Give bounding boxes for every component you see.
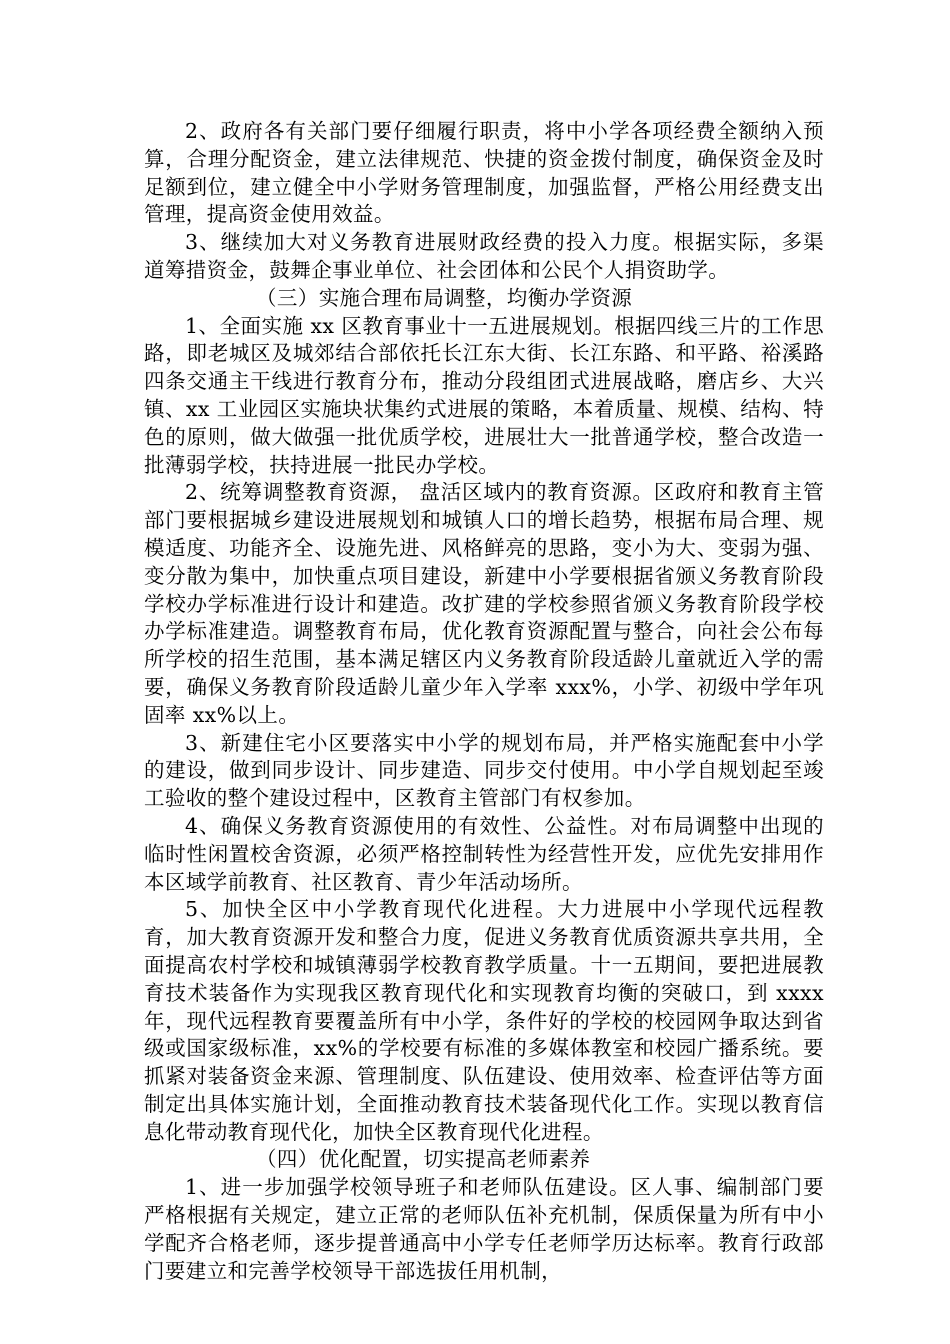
paragraph-3-investment: 3、继续加大对义务教育进展财政经费的投入力度。根据实际，多渠道筹措资金，鼓舞企事业单位、社会团体和公民个人捐资助学。 — [144, 230, 824, 282]
document-page — [144, 118, 824, 1285]
paragraph-4-effectiveness: 4、确保义务教育资源使用的有效性、公益性。对布局调整中出现的临时性闲置校舍资源，必须严格控制转性为经营性开发，应优先安排用作本区域学前教育、社区教育、青少年活动场所。 — [144, 813, 824, 894]
paragraph-2-resources: 2、统筹调整教育资源， 盘活区域内的教育资源。区政府和教育主管部门要根据城乡建设进展规划和城镇人口的增长趋势，根据布局合理、规模适度、功能齐全、设施先进、风格鲜亮的思路，变小为大、变弱为强、变分散为集中，加快重点项目建设，新建中小学要根据省颁义务教育阶段学校办学标准进行设计和建造。改扩建的学校参照省颁义务教育阶段学校办学标准建造。调整教育布局，优化教育资源配置与整合，向社会公布每所学校的招生范围，基本满足辖区内义务教育阶段适龄儿童就近入学的需要，确保义务教育阶段适龄儿童少年入学率 xxx%，小学、初级中学年巩固率 xx%以上。 — [144, 480, 824, 727]
paragraph-5-modernization: 5、加快全区中小学教育现代化进程。大力进展中小学现代远程教育，加大教育资源开发和整合力度，促进义务教育优质资源共享共用，全面提高农村学校和城镇薄弱学校教育教学质量。十一五期间，要把进展教育技术装备作为实现我区教育现代化和实现教育均衡的突破口，到 xxxx 年，现代远程教育要覆盖所有中小学，条件好的学校的校园网争取达到省级或国家级标准，xx%的学校要有标准的多媒体教室和校园广播系统。要抓紧对装备资金来源、管理制度、队伍建设、使用效率、检查评估等方面制定出具体实施计划，全面推动教育技术装备现代化工作。实现以教育信息化带动教育现代化，加快全区教育现代化进程。 — [144, 897, 824, 1144]
paragraph-3-residential: 3、新建住宅小区要落实中小学的规划布局，并严格实施配套中小学的建设，做到同步设计、同步建造、同步交付使用。中小学自规划起至竣工验收的整个建设过程中，区教育主管部门有权参加。 — [144, 730, 824, 811]
section-heading-4: （四）优化配置，切实提高老师素养 — [256, 1147, 591, 1172]
paragraph-1-planning: 1、全面实施 xx 区教育事业十一五进展规划。根据四线三片的工作思路，即老城区及城郊结合部依托长江东大街、长江东路、和平路、裕溪路四条交通主干线进行教育分布，推动分段组团式进展战略，磨店乡、大兴镇、xx 工业园区实施块状集约式进展的策略，本着质量、规模、结构、特色的原则，做大做强一批优质学校，进展壮大一批普通学校，整合改造一批薄弱学校，扶持进展一批民办学校。 — [144, 313, 824, 477]
section-heading-3: （三）实施合理布局调整，均衡办学资源 — [256, 285, 633, 310]
paragraph-1-teachers: 1、进一步加强学校领导班子和老师队伍建设。区人事、编制部门要严格根据有关规定，建立正常的老师队伍补充机制，保质保量为所有中小学配齐合格老师，逐步提普通高中小学专任老师学历达标率。教育行政部门要建立和完善学校领导干部选拔任用机制， — [144, 1175, 824, 1283]
paragraph-2-funding: 2、政府各有关部门要仔细履行职责，将中小学各项经费全额纳入预算，合理分配资金，建立法律规范、快捷的资金拨付制度，确保资金及时足额到位，建立健全中小学财务管理制度，加强监督，严格公用经费支出管理，提高资金使用效益。 — [144, 119, 824, 227]
